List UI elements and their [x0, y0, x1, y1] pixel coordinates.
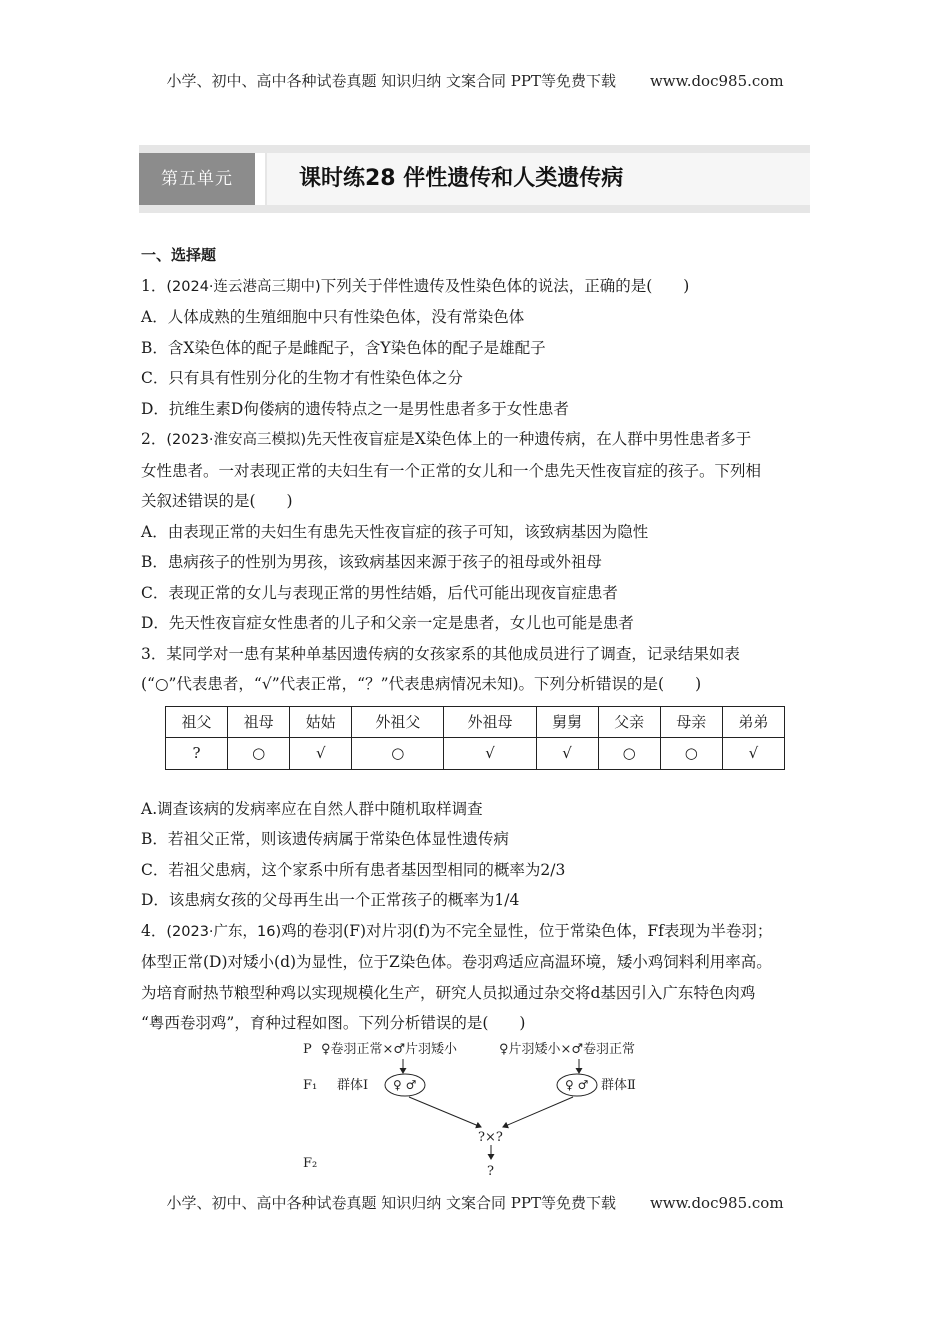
question-text: 先天性夜盲症是X染色体上的一种遗传病，在人群中男性患者多于: [306, 430, 752, 448]
lesson-banner: [139, 145, 810, 213]
table-row: [166, 738, 785, 770]
table-header-cell: 父亲: [598, 706, 660, 738]
unit-label: 第五单元: [139, 153, 255, 205]
option-b: B．含X染色体的配子是雌配子，含Y染色体的配子是雄配子: [141, 338, 546, 357]
cross-left: ♀卷羽正常×♂片羽矮小: [321, 1041, 458, 1057]
group-1-pair: ♀ ♂: [393, 1077, 417, 1092]
generation-f2-label: F₂: [303, 1155, 318, 1171]
question-number: 1．: [141, 276, 167, 295]
question-3-stem: [141, 639, 821, 670]
table-header-cell: 外祖父: [352, 706, 444, 738]
family-survey-table: [165, 706, 785, 770]
table-header-cell: 外祖母: [444, 706, 536, 738]
group-1-label: 群体Ⅰ: [337, 1077, 369, 1093]
table-cell: √: [722, 738, 784, 770]
table-cell: ○: [598, 738, 660, 770]
arrow-group2-to-cross: [503, 1097, 573, 1127]
arrow-group1-to-cross: [409, 1097, 481, 1127]
question-2-stem: [141, 424, 821, 456]
page-footer: [0, 1192, 950, 1213]
breeding-diagram-svg: [141, 1039, 821, 1179]
page-header: [0, 70, 950, 91]
question-text: 某同学对一患有某种单基因遗传病的女孩家系的其他成员进行了调查，记录结果如表: [166, 644, 740, 663]
footer-text: 小学、初中、高中各种试卷真题 知识归纳 文案合同 PPT等免费下载: [166, 1194, 616, 1212]
option-d: D．该患病女孩的父母再生出一个正常孩子的概率为1/4: [141, 891, 520, 909]
option-b: B．若祖父正常，则该遗传病属于常染色体显性遗传病: [141, 830, 509, 848]
header-site[interactable]: www.doc985.com: [649, 72, 784, 90]
question-2-stem-line2: 女性患者。一对表现正常的夫妇生有一个正常的女儿和一个患先天性夜盲症的孩子。下列相: [141, 461, 762, 480]
question-4-stem: [141, 916, 821, 948]
group-2-label: 群体Ⅱ: [601, 1077, 636, 1093]
f1-cross: ?×?: [478, 1129, 503, 1145]
question-text: 下列关于伴性遗传及性染色体的说法，正确的是( ): [320, 276, 690, 295]
section-heading: 一、选择题: [141, 246, 217, 264]
footer-site[interactable]: www.doc985.com: [649, 1194, 784, 1212]
table-cell: ○: [660, 738, 722, 770]
header-text: 小学、初中、高中各种试卷真题 知识归纳 文案合同 PPT等免费下载: [166, 72, 616, 90]
question-3-stem-line2: (“○”代表患者，“√”代表正常，“？”代表患病情况未知)。下列分析错误的是( ): [141, 675, 702, 693]
table-header-row: [166, 706, 785, 738]
option-d: D．抗维生素D佝偻病的遗传特点之一是男性患者多于女性患者: [141, 399, 569, 418]
question-number: 2．: [141, 430, 167, 448]
table-header-cell: 舅舅: [536, 706, 598, 738]
option-d: D．先天性夜盲症女性患者的儿子和父亲一定是患者，女儿也可能是患者: [141, 614, 634, 632]
group-2-pair: ♀ ♂: [565, 1077, 589, 1092]
table-cell: √: [536, 738, 598, 770]
lesson-title: 课时练28 伴性遗传和人类遗传病: [299, 166, 624, 191]
table-header-cell: 弟弟: [722, 706, 784, 738]
breeding-diagram: [141, 1039, 821, 1179]
f2-result: ?: [487, 1163, 494, 1179]
option-c: C．只有具有性别分化的生物才有性染色体之分: [141, 369, 463, 387]
generation-f1-label: F₁: [303, 1077, 318, 1093]
question-source: (2023·淮安高三模拟): [166, 432, 307, 448]
option-c: C．表现正常的女儿与表现正常的男性结婚，后代可能出现夜盲症患者: [141, 583, 618, 602]
question-1-stem: [141, 271, 821, 303]
question-source: (2024·连云港高三期中): [166, 278, 321, 295]
question-content: [141, 240, 821, 1179]
option-a: A.调查该病的发病率应在自然人群中随机取样调查: [141, 799, 483, 818]
table-header-cell: 祖母: [228, 706, 290, 738]
table-header-cell: 母亲: [660, 706, 722, 738]
banner-divider: [255, 153, 265, 205]
question-number: 3．: [141, 644, 167, 663]
cross-right: ♀片羽矮小×♂卷羽正常: [499, 1041, 636, 1057]
option-a: A．由表现正常的夫妇生有患先天性夜盲症的孩子可知，该致病基因为隐性: [141, 522, 649, 541]
option-c: C．若祖父患病，这个家系中所有患者基因型相同的概率为2/3: [141, 860, 566, 879]
lesson-title-box: [267, 153, 810, 205]
table-cell: √: [290, 738, 352, 770]
question-4-stem-line2: 体型正常(D)对矮小(d)为显性，位于Z染色体。卷羽鸡适应高温环境，矮小鸡饲料利用率高。: [141, 953, 772, 971]
option-a: A．人体成熟的生殖细胞中只有性染色体，没有常染色体: [141, 308, 525, 326]
table-cell: ○: [352, 738, 444, 770]
question-4-stem-line3: 为培育耐热节粮型种鸡以实现规模化生产，研究人员拟通过杂交将d基因引入广东特色肉鸡: [141, 983, 756, 1002]
question-4-stem-line4: “粤西卷羽鸡”，育种过程如图。下列分析错误的是( ): [141, 1014, 526, 1032]
table-header-cell: 祖父: [166, 706, 228, 738]
table-cell: √: [444, 738, 536, 770]
table-cell: ?: [166, 738, 228, 770]
question-2-stem-line3: 关叙述错误的是( ): [141, 492, 293, 510]
question-source: (2023·广东，16): [166, 923, 282, 940]
question-number: 4．: [141, 921, 167, 940]
option-b: B．患病孩子的性别为男孩，该致病基因来源于孩子的祖母或外祖母: [141, 553, 602, 571]
question-text: 鸡的卷羽(F)对片羽(f)为不完全显性，位于常染色体，Ff表现为半卷羽；: [281, 921, 773, 940]
table-header-cell: 姑姑: [290, 706, 352, 738]
table-cell: ○: [228, 738, 290, 770]
generation-p-label: P: [303, 1041, 312, 1057]
